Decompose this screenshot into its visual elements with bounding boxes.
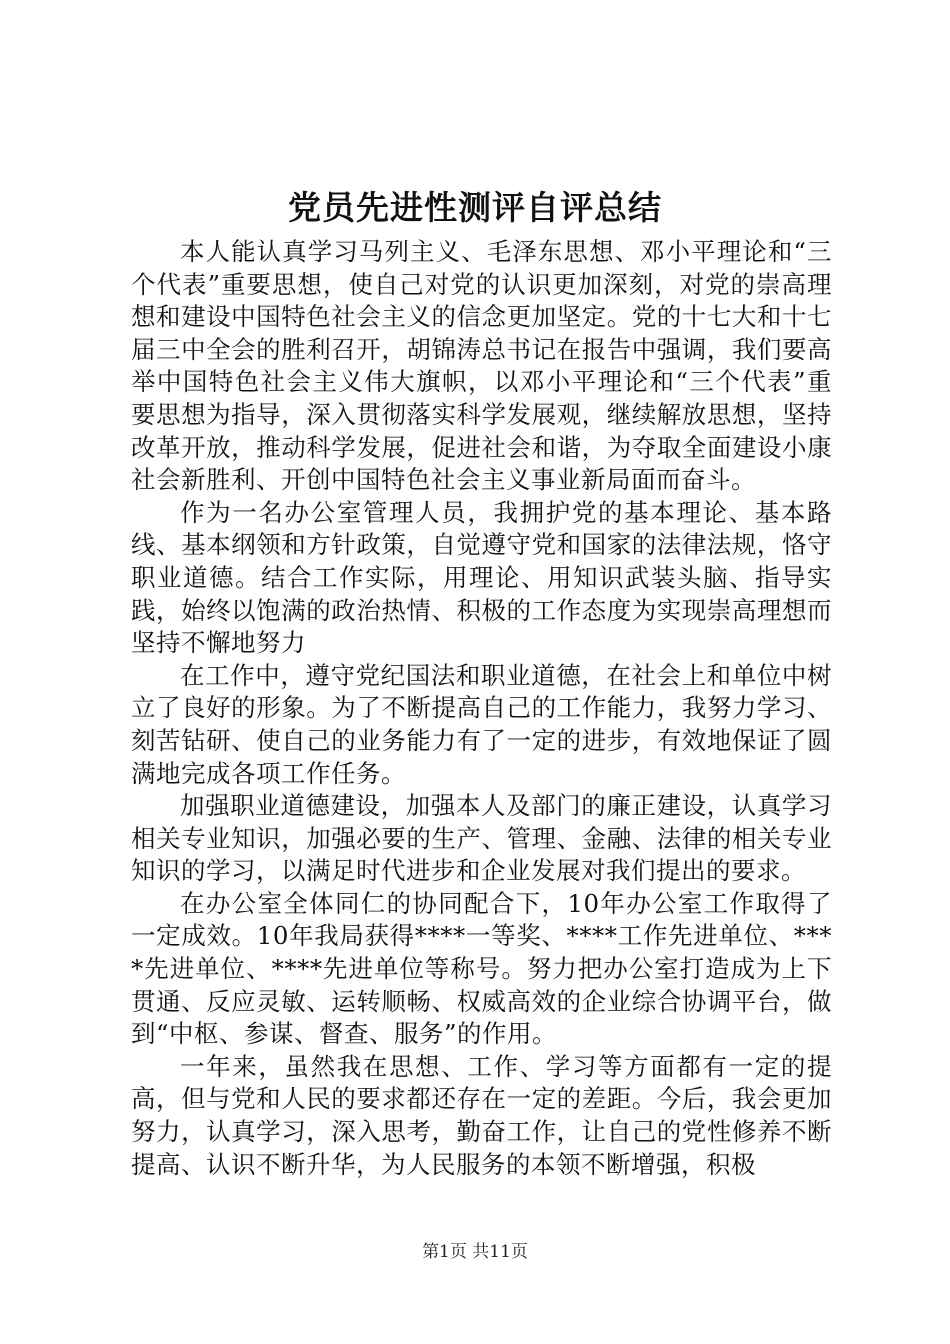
paragraph-2: 作为一名办公室管理人员，我拥护党的基本理论、基本路线、基本纲领和方针政策，自觉遵守党和国家的法律法规，恪守职业道德。结合工作实际，用理论、用知识武装头脑、指导实践，始终以饱满的政治热情、积极的工作态度为实现崇高理想而坚持不懈地努力 [131, 497, 832, 658]
paragraph-3: 在工作中，遵守党纪国法和职业道德，在社会上和单位中树立了良好的形象。为了不断提高自己的工作能力，我努力学习、刻苦钻研、使自己的业务能力有了一定的进步，有效地保证了圆满地完成各项工作任务。 [131, 660, 832, 788]
paragraph-5: 在办公室全体同仁的协同配合下，10年办公室工作取得了一定成效。10年我局获得****一等奖、****工作先进单位、****先进单位、****先进单位等称号。努力把办公室打造成为上下贯通、反应灵敏、运转顺畅、权威高效的企业综合协调平台，做到“中枢、参谋、督查、服务”的作用。 [131, 888, 832, 1049]
paragraph-4: 加强职业道德建设，加强本人及部门的廉正建设，认真学习相关专业知识，加强必要的生产、管理、金融、法律的相关专业知识的学习，以满足时代进步和企业发展对我们提出的要求。 [131, 791, 832, 886]
page-number-footer: 第1页 共11页 [422, 1242, 528, 1262]
paragraph-1: 本人能认真学习马列主义、毛泽东思想、邓小平理论和“三个代表”重要思想，使自己对党的认识更加深刻，对党的崇高理想和建设中国特色社会主义的信念更加坚定。党的十七大和十七届三中全会的胜利召开，胡锦涛总书记在报告中强调，我们要高举中国特色社会主义伟大旗帜，以邓小平理论和“三个代表”重要思想为指导，深入贯彻落实科学发展观，继续解放思想，坚持改革开放，推动科学发展，促进社会和谐，为夺取全面建设小康社会新胜利、开创中国特色社会主义事业新局面而奋斗。 [131, 237, 832, 495]
paragraph-6: 一年来，虽然我在思想、工作、学习等方面都有一定的提高，但与党和人民的要求都还存在一定的差距。今后，我会更加努力，认真学习，深入思考，勤奋工作，让自己的党性修养不断提高、认识不断升华，为人民服务的本领不断增强，积极 [131, 1051, 832, 1179]
document-title: 党员先进性测评自评总结 [288, 188, 662, 227]
document-body [131, 236, 832, 1181]
